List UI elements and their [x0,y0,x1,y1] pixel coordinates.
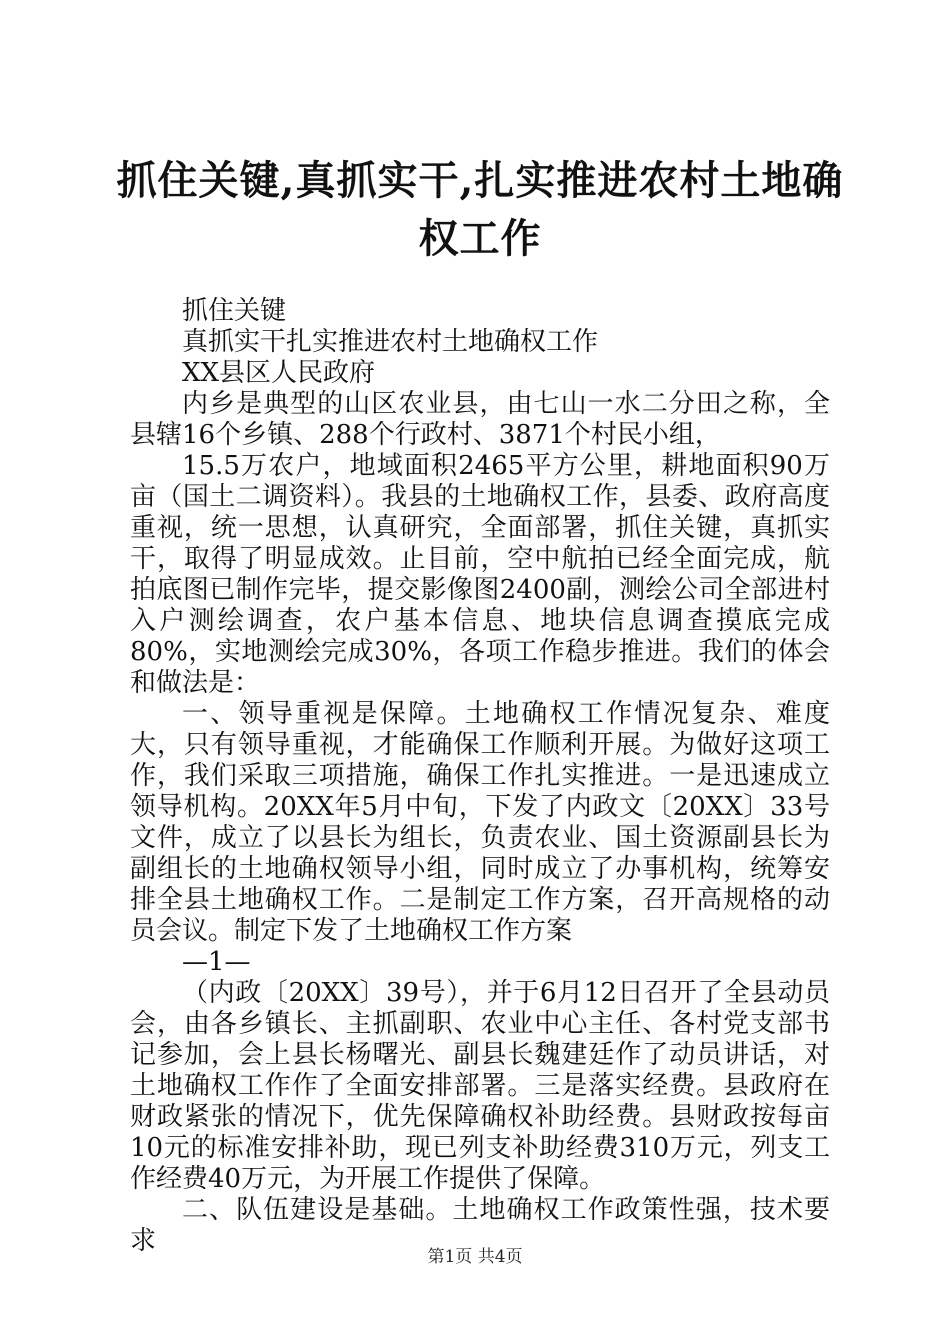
page-footer: 第1页 共4页 [427,1247,523,1267]
paragraph-1: 内乡是典型的山区农业县，由七山一水二分田之称，全县辖16个乡镇、288个行政村、3871个村民小组， [130,389,830,450]
header-line-2: 真抓实干扎实推进农村土地确权工作 [182,327,599,357]
header-line-3: XX县区人民政府 [182,358,376,388]
header-line-1: 抓住关键 [182,296,287,326]
paragraph-4: （内政〔20XX〕39号），并于6月12日召开了全县动员会，由各乡镇长、主抓副职、农业中心主任、各村党支部书记参加，会上县长杨曙光、副县长魏建廷作了动员讲话，对土地确权工作作了全面安排部署。三是落实经费。县政府在财政紧张的情况下，优先保障确权补助经费。县财政按每亩10元的标准安排补助，现已列支补助经费310万元，列支工作经费40万元，为开展工作提供了保障。 [130,978,830,1194]
paragraph-2: 15.5万农户，地域面积2465平方公里，耕地面积90万亩（国土二调资料）。我县的土地确权工作，县委、政府高度重视，统一思想，认真研究，全面部署，抓住关键，真抓实干，取得了明显成效。止目前，空中航拍已经全面完成，航拍底图已制作完毕，提交影像图2400副，测绘公司全部进村入户测绘调查，农户基本信息、地块信息调查摸底完成80%，实地测绘完成30%，各项工作稳步推进。我们的体会和做法是： [130,451,830,698]
document-title: 抓住关键,真抓实干,扎实推进农村土地确权工作 [116,157,844,262]
paragraph-3: 一、领导重视是保障。土地确权工作情况复杂、难度大，只有领导重视，才能确保工作顺利开展。为做好这项工作，我们采取三项措施，确保工作扎实推进。一是迅速成立领导机构。20XX年5月中旬，下发了内政文〔20XX〕33号文件，成立了以县长为组长，负责农业、国土资源副县长为副组长的土地确权领导小组，同时成立了办事机构，统筹安排全县土地确权工作。二是制定工作方案，召开高规格的动员会议。制定下发了土地确权工作方案 [130,699,830,946]
paragraph-5: 二、队伍建设是基础。土地确权工作政策性强，技术要求 [130,1195,830,1256]
document-body [130,296,830,1257]
inline-page-marker: —1— [182,947,251,977]
